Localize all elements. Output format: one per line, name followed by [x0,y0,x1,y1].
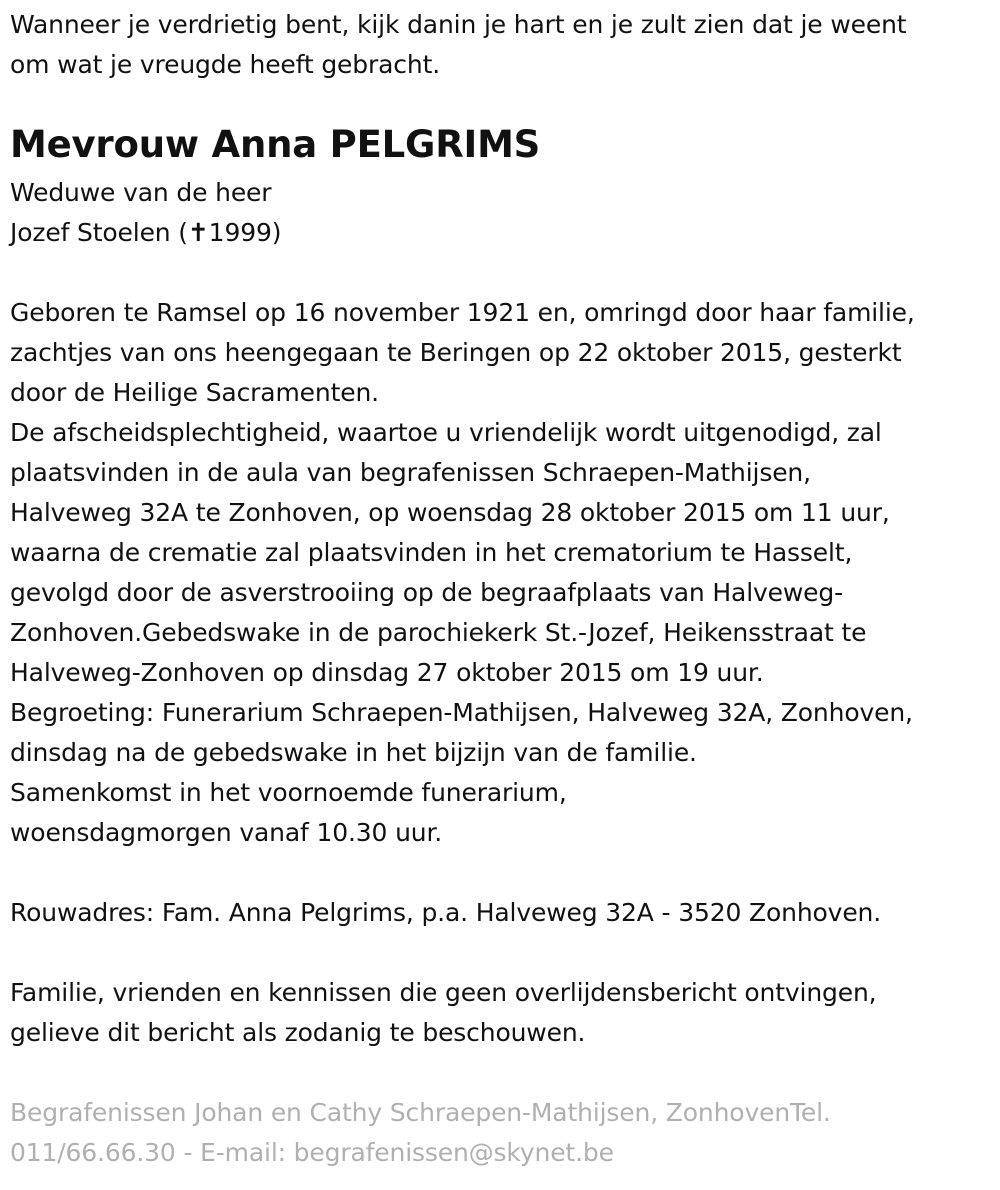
announcement-line: waarna de crematie zal plaatsvinden in het crematorium te Hasselt, [10,538,853,567]
funeral-home-footer [10,1093,831,1173]
deceased-name: Mevrouw Anna PELGRIMS [10,123,541,166]
announcement-body [10,293,915,1053]
announcement-line: woensdagmorgen vanaf 10.30 uur. [10,818,443,847]
announcement-line: Geboren te Ramsel op 16 november 1921 en, omringd door haar familie, [10,298,915,327]
notice-line: Familie, vrienden en kennissen die geen overlijdensbericht ontvingen, [10,978,877,1007]
quote-line: om wat je vreugde heeft gebracht. [10,50,441,79]
announcement-line: dinsdag na de gebedswake in het bijzijn van de familie. [10,738,697,767]
spacer [10,933,915,973]
announcement-line: Begroeting: Funerarium Schraepen-Mathijsen, Halveweg 32A, Zonhoven, [10,698,913,727]
announcement-line: De afscheidsplechtigheid, waartoe u vriendelijk wordt uitgenodigd, zal [10,418,882,447]
spouse-info [10,173,281,253]
spouse-line: Jozef Stoelen (✝1999) [10,218,282,247]
announcement-line: Halveweg-Zonhoven op dinsdag 27 oktober 2015 om 19 uur. [10,658,764,687]
announcement-line: Samenkomst in het voornoemde funerarium, [10,778,567,807]
announcement-line: zachtjes van ons heengegaan te Beringen op 22 oktober 2015, gesterkt [10,338,902,367]
spacer [10,853,915,893]
announcement-line: gevolgd door de asverstrooiing op de begraafplaats van Halveweg- [10,578,843,607]
announcement-line: Zonhoven.Gebedswake in de parochiekerk St.-Jozef, Heikensstraat te [10,618,867,647]
announcement-line: plaatsvinden in de aula van begrafenissen Schraepen-Mathijsen, [10,458,811,487]
announcement-line: Halveweg 32A te Zonhoven, op woensdag 28 oktober 2015 om 11 uur, [10,498,890,527]
footer-line: 011/66.66.30 - E-mail: begrafenissen@skynet.be [10,1138,614,1167]
footer-line: Begrafenissen Johan en Cathy Schraepen-Mathijsen, ZonhovenTel. [10,1098,831,1127]
opening-quote [10,5,906,85]
notice-line: gelieve dit bericht als zodanig te beschouwen. [10,1018,586,1047]
quote-line: Wanneer je verdrietig bent, kijk danin je hart en je zult zien dat je weent [10,10,907,39]
spouse-line: Weduwe van de heer [10,178,272,207]
announcement-line: door de Heilige Sacramenten. [10,378,379,407]
mourning-address: Rouwadres: Fam. Anna Pelgrims, p.a. Halveweg 32A - 3520 Zonhoven. [10,898,882,927]
